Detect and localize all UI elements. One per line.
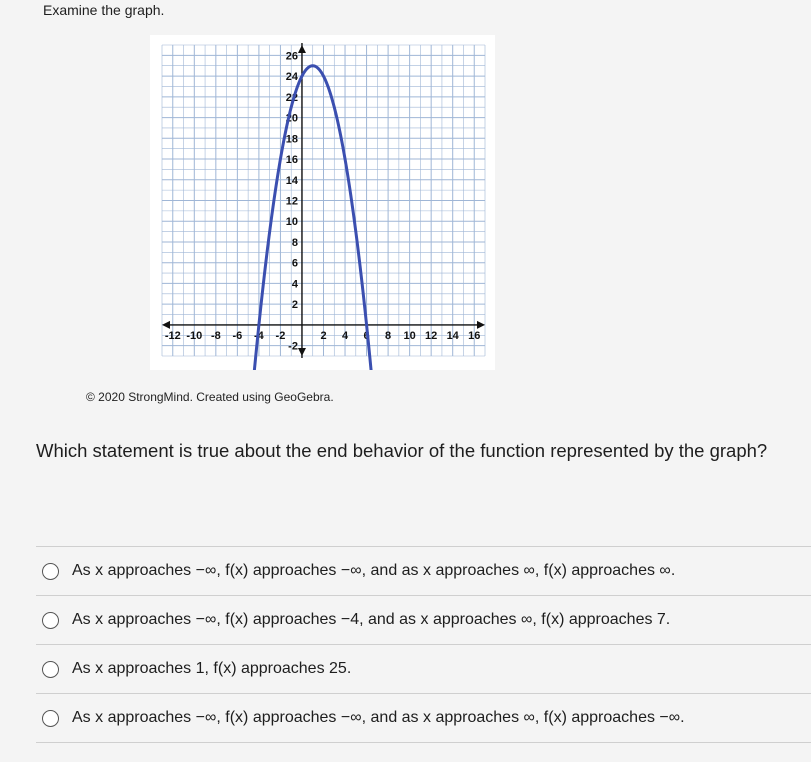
x-tick-label: 14 <box>446 329 459 342</box>
x-tick-label: 4 <box>341 329 349 342</box>
x-tick-label: 2 <box>320 329 327 342</box>
graph-svg <box>150 35 495 370</box>
y-tick-label: 10 <box>285 216 298 229</box>
y-tick-label: 20 <box>285 112 298 125</box>
function-graph <box>150 35 495 370</box>
y-tick-label: 12 <box>285 195 298 208</box>
radio-button[interactable] <box>42 661 59 678</box>
credit-text: © 2020 StrongMind. Created using GeoGebra. <box>86 390 334 404</box>
y-tick-label: 18 <box>285 133 298 146</box>
option-text: As x approaches −∞, f(x) approaches −∞, and as x approaches ∞, f(x) approaches −∞. <box>72 709 685 726</box>
y-tick-label: -2 <box>288 340 298 353</box>
y-tick-label: 4 <box>291 278 298 291</box>
y-tick-label: 24 <box>285 71 298 84</box>
x-tick-label: -6 <box>232 329 243 342</box>
x-tick-label: -8 <box>210 329 221 342</box>
radio-button[interactable] <box>42 612 59 629</box>
answer-option-a[interactable] <box>36 546 811 595</box>
y-tick-label: 26 <box>285 50 298 63</box>
y-tick-label: 6 <box>291 257 298 270</box>
answer-option-d[interactable] <box>36 693 811 743</box>
x-tick-label: -12 <box>164 329 181 342</box>
option-text: As x approaches −∞, f(x) approaches −∞, and as x approaches ∞, f(x) approaches ∞. <box>72 562 676 579</box>
y-tick-label: 2 <box>291 299 298 312</box>
prompt-text: Examine the graph. <box>43 2 165 18</box>
radio-button[interactable] <box>42 563 59 580</box>
answer-options <box>36 546 811 743</box>
x-tick-label: 12 <box>425 329 438 342</box>
x-tick-label: -10 <box>186 329 203 342</box>
x-tick-label: -4 <box>254 329 264 342</box>
graph-background <box>150 35 495 370</box>
y-tick-label: 14 <box>285 174 298 187</box>
option-text: As x approaches −∞, f(x) approaches −4, and as x approaches ∞, f(x) approaches 7. <box>72 611 671 628</box>
y-tick-label: 8 <box>291 236 298 249</box>
x-tick-label: -2 <box>275 329 286 342</box>
answer-option-c[interactable] <box>36 644 811 693</box>
x-tick-label: 10 <box>403 329 416 342</box>
y-tick-label: 16 <box>285 154 298 167</box>
x-tick-label: 16 <box>468 329 481 342</box>
y-tick-label: 22 <box>285 91 298 104</box>
radio-button[interactable] <box>42 710 59 727</box>
answer-option-b[interactable] <box>36 595 811 644</box>
x-tick-label: 6 <box>363 329 370 342</box>
question-text: Which statement is true about the end behavior of the function represented by the graph? <box>36 440 768 461</box>
x-tick-label: 8 <box>385 329 392 342</box>
option-text: As x approaches 1, f(x) approaches 25. <box>72 660 352 677</box>
